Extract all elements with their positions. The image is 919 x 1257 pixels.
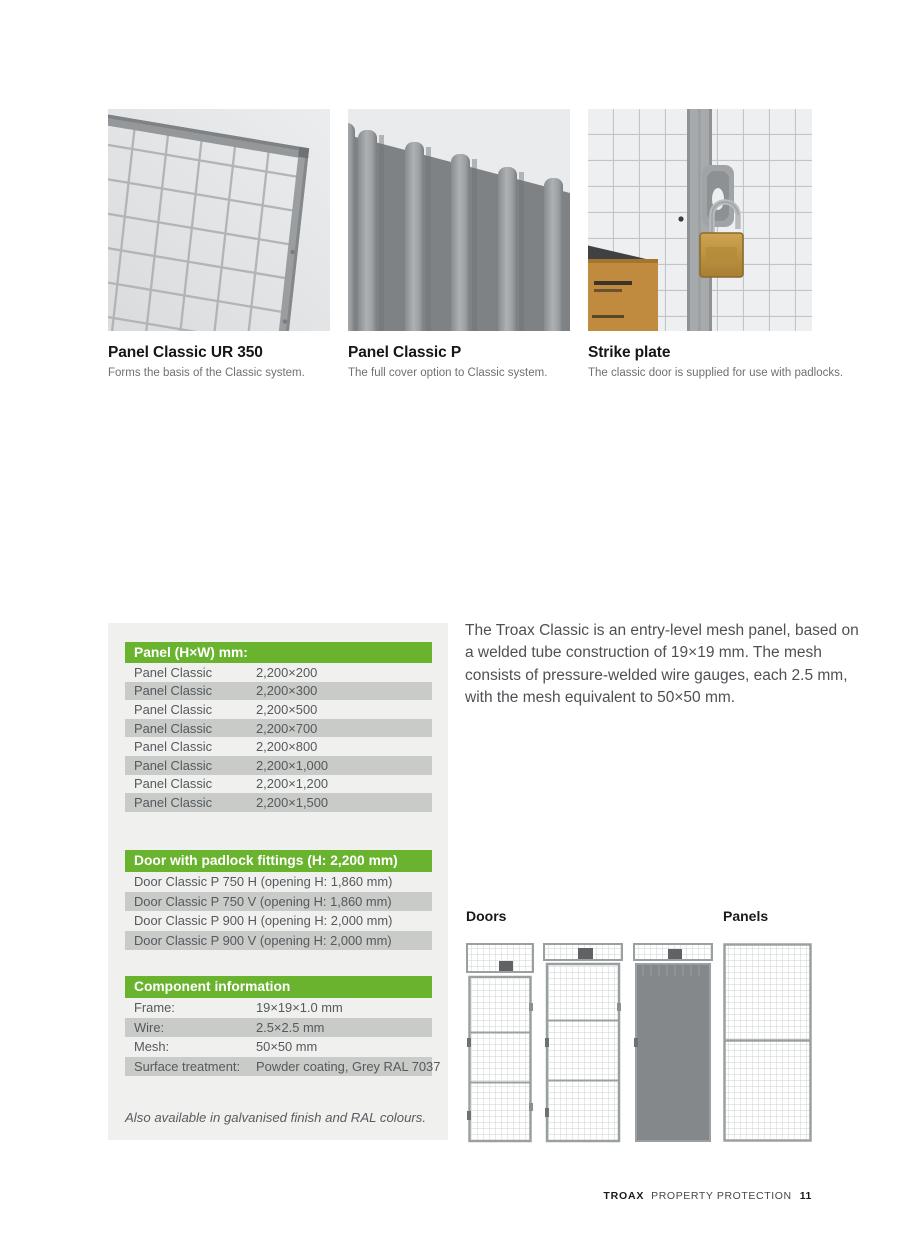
panel-name: Panel Classic: [134, 776, 213, 792]
component-value: Powder coating, Grey RAL 7037: [256, 1059, 441, 1075]
brand-name: TROAX: [603, 1190, 645, 1202]
table-row: [125, 719, 432, 738]
component-info-table: [125, 976, 441, 1076]
panel-name: Panel Classic: [134, 739, 213, 755]
product-description: Forms the basis of the Classic system.: [108, 367, 305, 379]
component-value: 2.5×2.5 mm: [256, 1019, 325, 1035]
panel-size: 2,200×200: [256, 664, 318, 680]
mesh-panel-corner-photo: [108, 109, 330, 331]
panel-size: 2,200×1,200: [256, 776, 329, 792]
panel-size: 2,200×500: [256, 701, 318, 717]
panel-diagram: [723, 943, 812, 1143]
door-table-header: Door with padlock fittings (H: 2,200 mm): [125, 850, 432, 872]
panel-name: Panel Classic: [134, 683, 213, 699]
product-title: Strike plate: [588, 344, 671, 361]
component-value: 50×50 mm: [256, 1039, 318, 1055]
table-row: [125, 872, 432, 892]
intro-paragraph: The Troax Classic is an entry-level mesh panel, based on a welded tube construction of 19×19 mm. The mesh consists of pressure-welded wire gauges, each 2.5 mm, with the mesh equivalent to 50×50 mm.: [465, 622, 859, 707]
door-diagram-full-cover: [633, 943, 713, 1143]
door-variant: Door Classic P 900 V (opening H: 2,000 mm): [134, 933, 392, 949]
panel-size: 2,200×700: [256, 720, 318, 736]
door-table-rows: [125, 872, 432, 950]
table-row: [125, 1037, 432, 1057]
panel-size: 2,200×800: [256, 739, 318, 755]
availability-note: Also available in galvanised finish and RAL colours.: [125, 1110, 427, 1125]
panel-name: Panel Classic: [134, 720, 213, 736]
table-row: [125, 775, 432, 794]
table-row: [125, 682, 432, 701]
table-row: [125, 700, 432, 719]
table-row: [125, 911, 432, 931]
product-title: Panel Classic UR 350: [108, 344, 263, 361]
panel-name: Panel Classic: [134, 794, 213, 810]
product-figure-classic-p: [348, 109, 570, 381]
product-description: The classic door is supplied for use with padlocks.: [588, 367, 844, 379]
component-label: Wire:: [134, 1019, 165, 1035]
panel-table-rows: [125, 663, 432, 812]
table-row: [125, 892, 432, 912]
footer-label: PROPERTY PROTECTION: [651, 1190, 792, 1202]
table-row: [125, 756, 432, 775]
table-row: [125, 1018, 432, 1038]
panel-size: 2,200×1,000: [256, 757, 329, 773]
component-value: 19×19×1.0 mm: [256, 1000, 343, 1016]
product-figure-strike-plate: [588, 109, 843, 381]
spec-box: [108, 623, 448, 1140]
doors-label: Doors: [466, 908, 507, 924]
product-description: The full cover option to Classic system.: [348, 367, 548, 379]
product-figure-ur350: [108, 109, 330, 381]
panels-label: Panels: [723, 908, 769, 924]
door-diagram-wide-mesh: [543, 943, 623, 1143]
product-title: Panel Classic P: [348, 344, 462, 361]
table-row: [125, 663, 432, 682]
corrugated-cover-panel-photo: [348, 109, 570, 331]
component-label: Frame:: [134, 1000, 175, 1016]
table-row: [125, 998, 432, 1018]
component-table-header: Component information: [125, 976, 432, 998]
table-row: [125, 793, 432, 812]
panel-size: 2,200×300: [256, 683, 318, 699]
component-label: Surface treatment:: [134, 1059, 241, 1075]
panel-size-table: [125, 642, 432, 812]
table-row: [125, 931, 432, 951]
door-variant: Door Classic P 750 V (opening H: 1,860 mm): [134, 893, 392, 909]
door-variant: Door Classic P 900 H (opening H: 2,000 mm): [134, 913, 393, 929]
panel-table-header: Panel (H×W) mm:: [125, 642, 432, 663]
table-row: [125, 737, 432, 756]
component-label: Mesh:: [134, 1039, 170, 1055]
component-table-rows: [125, 998, 441, 1076]
table-row: [125, 1057, 441, 1077]
panel-name: Panel Classic: [134, 664, 213, 680]
panel-name: Panel Classic: [134, 757, 213, 773]
panel-size: 2,200×1,500: [256, 794, 329, 810]
page-footer: [0, 1190, 812, 1202]
door-table: [125, 850, 432, 950]
door-variant: Door Classic P 750 H (opening H: 1,860 mm): [134, 874, 393, 890]
page-number: 11: [799, 1190, 812, 1202]
door-diagram-narrow: [466, 943, 534, 1143]
padlock-strike-plate-photo: [588, 109, 812, 331]
panel-name: Panel Classic: [134, 701, 213, 717]
